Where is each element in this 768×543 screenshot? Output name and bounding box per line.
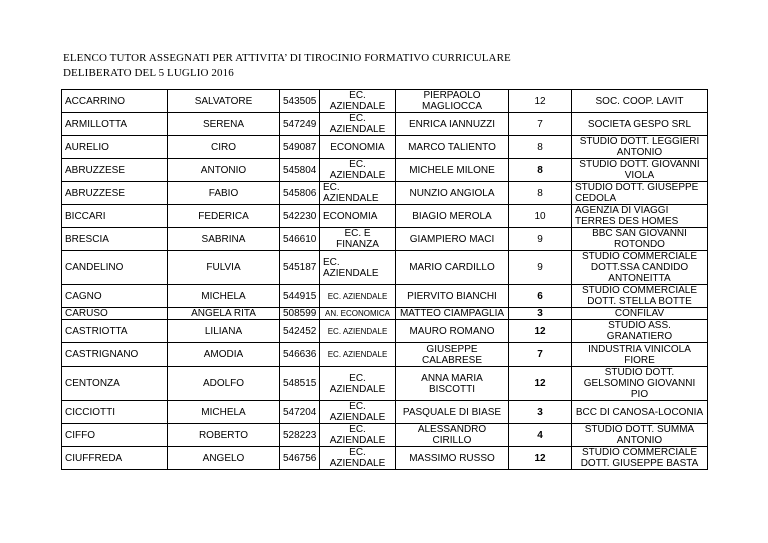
credits-cell: 12 [509, 447, 572, 470]
host-organization-cell: STUDIO DOTT. SUMMA ANTONIO [572, 424, 708, 447]
degree-course-cell: EC. AZIENDALE [320, 343, 396, 367]
host-organization-cell: SOC. COOP. LAVIT [572, 90, 708, 113]
first-name-cell: SALVATORE [168, 90, 280, 113]
host-organization-cell: STUDIO DOTT. GELSOMINO GIOVANNI PIO [572, 367, 708, 401]
document-title [63, 51, 511, 81]
table-row [62, 90, 708, 113]
host-organization-cell: STUDIO COMMERCIALE DOTT. STELLA BOTTE [572, 285, 708, 308]
degree-course-cell: EC. AZIENDALE [320, 424, 396, 447]
tutor-cell: MAURO ROMANO [396, 320, 509, 343]
student-id-cell: 546636 [280, 343, 320, 367]
surname-cell: CENTONZA [62, 367, 168, 401]
table-row [62, 308, 708, 320]
first-name-cell: ANTONIO [168, 159, 280, 182]
table-row [62, 343, 708, 367]
host-organization-cell: BBC SAN GIOVANNI ROTONDO [572, 228, 708, 251]
surname-cell: CARUSO [62, 308, 168, 320]
tutor-cell: GIAMPIERO MACI [396, 228, 509, 251]
table-row [62, 113, 708, 136]
first-name-cell: MICHELA [168, 285, 280, 308]
degree-course-cell: ECONOMIA [320, 205, 396, 228]
student-id-cell: 544915 [280, 285, 320, 308]
student-id-cell: 528223 [280, 424, 320, 447]
credits-cell: 10 [509, 205, 572, 228]
surname-cell: CASTRIOTTA [62, 320, 168, 343]
host-organization-cell: SOCIETA GESPO SRL [572, 113, 708, 136]
surname-cell: ARMILLOTTA [62, 113, 168, 136]
student-id-cell: 545187 [280, 251, 320, 285]
surname-cell: CIFFO [62, 424, 168, 447]
tutor-cell: MARIO CARDILLO [396, 251, 509, 285]
credits-cell: 12 [509, 367, 572, 401]
credits-cell: 7 [509, 113, 572, 136]
tutor-cell: PIERPAOLO MAGLIOCCA [396, 90, 509, 113]
first-name-cell: AMODIA [168, 343, 280, 367]
host-organization-cell: STUDIO DOTT. GIOVANNI VIOLA [572, 159, 708, 182]
surname-cell: CIUFFREDA [62, 447, 168, 470]
credits-cell: 9 [509, 228, 572, 251]
host-organization-cell: STUDIO DOTT. LEGGIERI ANTONIO [572, 136, 708, 159]
credits-cell: 3 [509, 308, 572, 320]
degree-course-cell: EC. AZIENDALE [320, 447, 396, 470]
host-organization-cell: BCC DI CANOSA-LOCONIA [572, 401, 708, 424]
table-row [62, 228, 708, 251]
credits-cell: 3 [509, 401, 572, 424]
student-id-cell: 542230 [280, 205, 320, 228]
degree-course-cell: EC. AZIENDALE [320, 90, 396, 113]
tutor-cell: ANNA MARIA BISCOTTI [396, 367, 509, 401]
surname-cell: BRESCIA [62, 228, 168, 251]
credits-cell: 8 [509, 159, 572, 182]
title-line-2: DELIBERATO DEL 5 LUGLIO 2016 [63, 67, 234, 79]
host-organization-cell: STUDIO COMMERCIALE DOTT. GIUSEPPE BASTA [572, 447, 708, 470]
student-id-cell: 542452 [280, 320, 320, 343]
tutor-cell: MARCO TALIENTO [396, 136, 509, 159]
credits-cell: 4 [509, 424, 572, 447]
table-row [62, 401, 708, 424]
tutor-cell: BIAGIO MEROLA [396, 205, 509, 228]
title-line-1: ELENCO TUTOR ASSEGNATI PER ATTIVITA’ DI TIROCINIO FORMATIVO CURRICULARE [63, 52, 511, 64]
tutor-cell: ENRICA IANNUZZI [396, 113, 509, 136]
credits-cell: 9 [509, 251, 572, 285]
first-name-cell: ROBERTO [168, 424, 280, 447]
degree-course-cell: EC. AZIENDALE [320, 113, 396, 136]
tutor-cell: MATTEO CIAMPAGLIA [396, 308, 509, 320]
student-id-cell: 547204 [280, 401, 320, 424]
credits-cell: 12 [509, 90, 572, 113]
surname-cell: CICCIOTTI [62, 401, 168, 424]
student-id-cell: 545806 [280, 182, 320, 205]
student-id-cell: 546610 [280, 228, 320, 251]
degree-course-cell: EC. E FINANZA [320, 228, 396, 251]
table-row [62, 136, 708, 159]
degree-course-cell: EC. AZIENDALE [320, 401, 396, 424]
first-name-cell: ADOLFO [168, 367, 280, 401]
surname-cell: CANDELINO [62, 251, 168, 285]
table-row [62, 251, 708, 285]
degree-course-cell: ECONOMIA [320, 136, 396, 159]
table-row [62, 205, 708, 228]
student-id-cell: 547249 [280, 113, 320, 136]
tutor-cell: PASQUALE DI BIASE [396, 401, 509, 424]
first-name-cell: MICHELA [168, 401, 280, 424]
table-row [62, 182, 708, 205]
first-name-cell: LILIANA [168, 320, 280, 343]
degree-course-cell: EC. AZIENDALE [320, 285, 396, 308]
first-name-cell: ANGELO [168, 447, 280, 470]
surname-cell: AURELIO [62, 136, 168, 159]
host-organization-cell: STUDIO ASS. GRANATIERO [572, 320, 708, 343]
student-id-cell: 508599 [280, 308, 320, 320]
first-name-cell: CIRO [168, 136, 280, 159]
host-organization-cell: INDUSTRIA VINICOLA FIORE [572, 343, 708, 367]
degree-course-cell: AN. ECONOMICA [320, 308, 396, 320]
surname-cell: ABRUZZESE [62, 159, 168, 182]
degree-course-cell: EC. AZIENDALE [320, 367, 396, 401]
surname-cell: ACCARRINO [62, 90, 168, 113]
credits-cell: 12 [509, 320, 572, 343]
credits-cell: 8 [509, 136, 572, 159]
table-row [62, 159, 708, 182]
first-name-cell: FEDERICA [168, 205, 280, 228]
student-id-cell: 545804 [280, 159, 320, 182]
degree-course-cell: EC. AZIENDALE [320, 159, 396, 182]
tutor-table [61, 89, 708, 470]
credits-cell: 8 [509, 182, 572, 205]
first-name-cell: SERENA [168, 113, 280, 136]
tutor-cell: NUNZIO ANGIOLA [396, 182, 509, 205]
surname-cell: ABRUZZESE [62, 182, 168, 205]
tutor-cell: ALESSANDRO CIRILLO [396, 424, 509, 447]
table-row [62, 424, 708, 447]
host-organization-cell: STUDIO DOTT. GIUSEPPE CEDOLA [572, 182, 708, 205]
first-name-cell: FABIO [168, 182, 280, 205]
student-id-cell: 543505 [280, 90, 320, 113]
tutor-cell: MICHELE MILONE [396, 159, 509, 182]
table-row [62, 320, 708, 343]
first-name-cell: ANGELA RITA [168, 308, 280, 320]
surname-cell: CASTRIGNANO [62, 343, 168, 367]
tutor-cell: MASSIMO RUSSO [396, 447, 509, 470]
host-organization-cell: AGENZIA DI VIAGGI TERRES DES HOMES [572, 205, 708, 228]
credits-cell: 7 [509, 343, 572, 367]
surname-cell: CAGNO [62, 285, 168, 308]
table-row [62, 285, 708, 308]
tutor-cell: PIERVITO BIANCHI [396, 285, 509, 308]
host-organization-cell: STUDIO COMMERCIALE DOTT.SSA CANDIDO ANTONEITTA [572, 251, 708, 285]
table-row [62, 367, 708, 401]
first-name-cell: SABRINA [168, 228, 280, 251]
degree-course-cell: EC. AZIENDALE [320, 182, 396, 205]
student-id-cell: 546756 [280, 447, 320, 470]
credits-cell: 6 [509, 285, 572, 308]
table-row [62, 447, 708, 470]
degree-course-cell: EC. AZIENDALE [320, 251, 396, 285]
tutor-cell: GIUSEPPE CALABRESE [396, 343, 509, 367]
first-name-cell: FULVIA [168, 251, 280, 285]
student-id-cell: 549087 [280, 136, 320, 159]
surname-cell: BICCARI [62, 205, 168, 228]
student-id-cell: 548515 [280, 367, 320, 401]
host-organization-cell: CONFILAV [572, 308, 708, 320]
degree-course-cell: EC. AZIENDALE [320, 320, 396, 343]
